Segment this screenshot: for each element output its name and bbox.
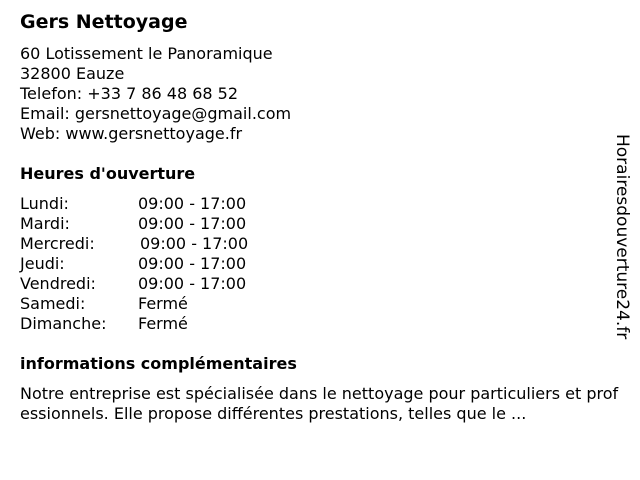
hours-row: [20, 254, 340, 274]
phone-line[interactable]: Telefon: +33 7 86 48 68 52: [20, 84, 239, 103]
hours-row: [20, 234, 340, 254]
hours-row: [20, 194, 340, 214]
day-label: Mardi:: [20, 214, 70, 233]
address-line-1: 60 Lotissement le Panoramique: [20, 44, 273, 63]
time-range: 09:00 - 17:00: [138, 214, 247, 233]
day-label: Vendredi:: [20, 274, 96, 293]
hours-row: [20, 294, 340, 314]
contact-block: [20, 44, 291, 144]
day-label: Dimanche:: [20, 314, 107, 333]
day-label: Mercredi:: [20, 234, 95, 253]
day-label: Jeudi:: [20, 254, 65, 273]
site-watermark: Horairesdouverture24.fr: [612, 134, 632, 340]
info-description: Notre entreprise est spécialisée dans le nettoyage pour particuliers et professionnels. Elle propose différentes prestations, telles que le ...: [20, 384, 619, 423]
day-label: Lundi:: [20, 194, 69, 213]
time-range: Fermé: [138, 314, 188, 333]
email-line[interactable]: Email: gersnettoyage@gmail.com: [20, 104, 292, 123]
time-range: 09:00 - 17:00: [138, 274, 247, 293]
time-range: 09:00 - 17:00: [138, 254, 247, 273]
info-heading: informations complémentaires: [20, 354, 297, 373]
time-range: 09:00 - 17:00: [138, 194, 247, 213]
hours-row: [20, 314, 340, 334]
hours-heading: Heures d'ouverture: [20, 164, 196, 183]
opening-hours-table: [20, 194, 340, 334]
time-range: 09:00 - 17:00: [140, 234, 249, 253]
day-label: Samedi:: [20, 294, 86, 313]
hours-row: [20, 214, 340, 234]
time-range: Fermé: [138, 294, 188, 313]
hours-row: [20, 274, 340, 294]
business-name: Gers Nettoyage: [20, 11, 188, 33]
website-line[interactable]: Web: www.gersnettoyage.fr: [20, 124, 243, 143]
address-line-2: 32800 Eauze: [20, 64, 125, 83]
